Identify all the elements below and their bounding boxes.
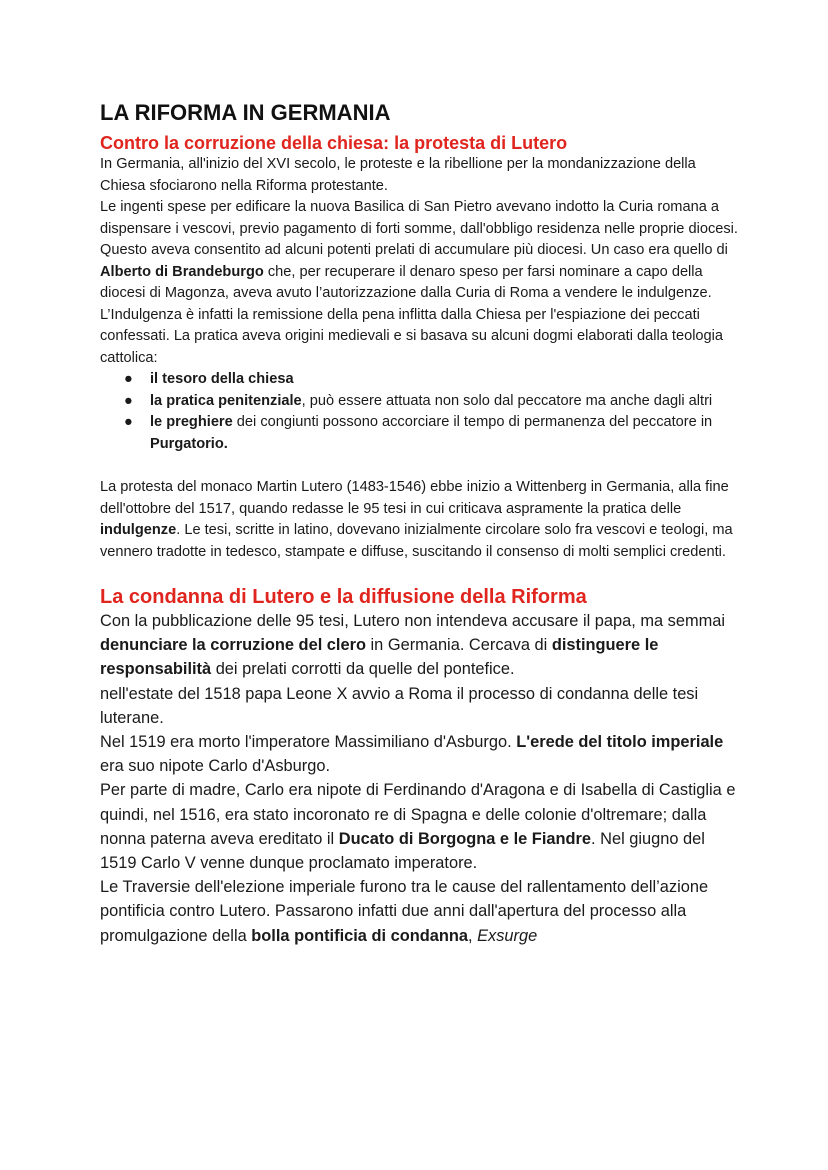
list-item: ● la pratica penitenziale, può essere attuata non solo dal peccatore ma anche dagli altri [100, 391, 740, 413]
section-heading-condanna: La condanna di Lutero e la diffusione della Riforma [100, 586, 587, 608]
bullet-icon: ● [124, 414, 133, 430]
paragraph: Con la pubblicazione delle 95 tesi, Lutero non intendeva accusare il papa, ma semmai denunciare la corruzione del clero in Germania. Cercava di distinguere le responsabilità dei prelati corrotti da quelle del pontefice. [100, 612, 726, 679]
paragraph: L’Indulgenza è infatti la remissione della pena inflitta dalla Chiesa per l'espiazione dei peccati confessati. La pratica aveva origini medievali e si basava su alcuni dogmi elaborati dalla teologia cattolica: [100, 306, 724, 366]
list-item: ● il tesoro della chiesa [100, 369, 740, 391]
section-body-condanna [100, 609, 740, 948]
section-heading-protesta: Contro la corruzione della chiesa: la protesta di Lutero [100, 133, 568, 153]
list-item: ● le preghiere dei congiunti possono accorciare il tempo di permanenza del peccatore in Purgatorio. [124, 414, 713, 452]
section-body-protesta [100, 154, 740, 563]
paragraph: Le Traversie dell'elezione imperiale furono tra le cause del rallentamento dell’azione pontificia contro Lutero. Passarono infatti due anni dall'apertura del processo alla promulgazione della bolla pontificia di condanna, Exsurge [100, 878, 709, 945]
document-page [100, 100, 740, 948]
paragraph: La protesta del monaco Martin Lutero (1483-1546) ebbe inizio a Wittenberg in Germania, alla fine dell'ottobre del 1517, quando redasse le 95 tesi in cui criticava aspramente la pratica delle indulgenze. Le tesi, scritte in latino, dovevano inizialmente circolare solo fra vescovi e teologi, ma vennero tradotte in tedesco, stampate e diffuse, suscitando il consenso di molti semplici credenti. [100, 479, 733, 560]
paragraph: In Germania, all'inizio del XVI secolo, le proteste e la ribellione per la mondanizzazione della Chiesa sfociarono nella Riforma protestante. [100, 156, 696, 194]
page-title: LA RIFORMA IN GERMANIA [100, 100, 391, 125]
bullet-icon: ● [124, 392, 133, 409]
paragraph: Nel 1519 era morto l'imperatore Massimiliano d'Asburgo. L'erede del titolo imperiale era suo nipote Carlo d'Asburgo. [100, 733, 724, 776]
paragraph: Per parte di madre, Carlo era nipote di Ferdinando d'Aragona e di Isabella di Castiglia e quindi, nel 1516, era stato incoronato re di Spagna e delle colonie d'oltremare; dalla nonna paterna aveva ereditato il Ducato di Borgogna e le Fiandre. Nel giugno del 1519 Carlo V venne dunque proclamato imperatore. [100, 781, 736, 873]
dogmi-list [100, 369, 740, 455]
bullet-icon: ● [124, 371, 133, 387]
paragraph: nell'estate del 1518 papa Leone X avvio a Roma il processo di condanna delle tesi luterane. [100, 684, 699, 727]
paragraph: Le ingenti spese per edificare la nuova Basilica di San Pietro avevano indotto la Curia romana a dispensare i vescovi, previo pagamento di forti somme, dall'obbligo residenza nelle proprie diocesi. Questo aveva consentito ad alcuni potenti prelati di accumulare più diocesi. Un caso era quello di Alberto di Brandeburgo che, per recuperare il denaro speso per farsi nominare a capo della diocesi di Magonza, aveva avuto l’autorizzazione dalla Curia di Roma a vendere le indulgenze. [100, 199, 738, 301]
